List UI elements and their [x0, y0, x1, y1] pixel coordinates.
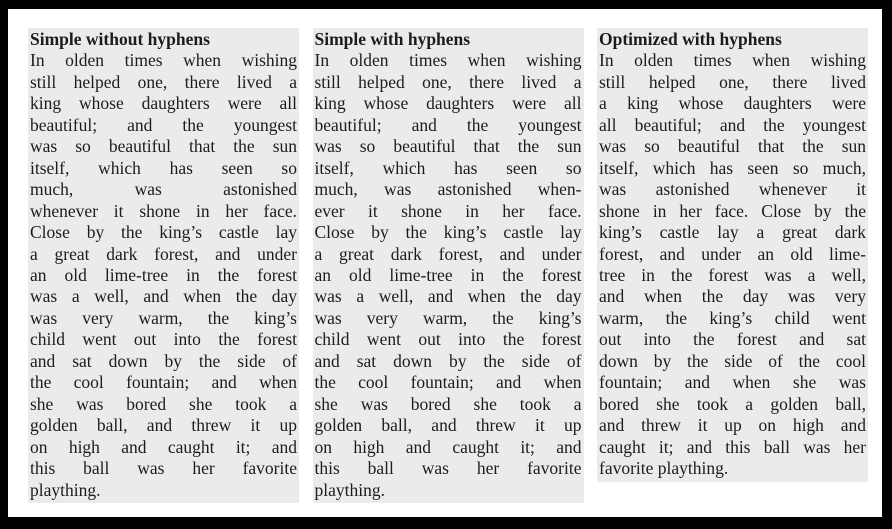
text-line: king whose daughters were all — [30, 93, 297, 114]
column-heading: Simple with hyphens — [314, 29, 471, 49]
text-line: and sat down by the side of — [314, 350, 582, 371]
text-line: child went out into the forest — [30, 329, 297, 350]
text-line: whenever it shone in her face. — [30, 200, 297, 221]
text-line: out into the forest and sat — [599, 329, 866, 350]
text-line: tree in the forest was a well, — [599, 264, 866, 285]
text-line: an old lime-tree in the forest — [314, 264, 582, 285]
text-line: king’s castle lay a great dark — [599, 222, 866, 243]
text-line: and threw it up on high and — [599, 415, 866, 436]
text-line: was a well, and when the day — [30, 286, 297, 307]
column-heading: Optimized with hyphens — [599, 29, 782, 49]
text-line: plaything. — [314, 479, 385, 500]
text-line: favorite plaything. — [599, 458, 729, 479]
text-line: child went out into the forest — [314, 329, 582, 350]
text-line: an old lime-tree in the forest — [30, 264, 297, 285]
text-line: was so beautiful that the sun — [314, 136, 582, 157]
text-line: down by the side of the cool — [599, 350, 866, 371]
text-line: and when the day was very — [599, 286, 866, 307]
text-line: Close by the king’s castle lay — [314, 222, 582, 243]
text-line: In olden times when wishing — [30, 50, 297, 71]
text-line: king whose daughters were all — [314, 93, 582, 114]
text-line: golden ball, and threw it up — [30, 415, 297, 436]
text-line: was so beautiful that the sun — [30, 136, 297, 157]
text-line: all beautiful; and the youngest — [599, 114, 866, 135]
text-line: on high and caught it; and — [30, 436, 297, 457]
text-line: a king whose daughters were — [599, 93, 866, 114]
text-line: was astonished whenever it — [599, 179, 866, 200]
column-optimized-with-hyphens — [597, 28, 868, 482]
text-line: bored she took a golden ball, — [599, 393, 866, 414]
text-line: she was bored she took a — [314, 393, 582, 414]
text-line: and sat down by the side of — [30, 350, 297, 371]
text-line: In olden times when wishing — [314, 50, 582, 71]
text-line: was a well, and when the day — [314, 286, 582, 307]
paragraph-simple-without-hyphens — [30, 50, 297, 501]
text-line: itself, which has seen so much, — [599, 157, 866, 178]
column-simple-with-hyphens — [313, 28, 584, 503]
text-line: was so beautiful that the sun — [599, 136, 866, 157]
text-line: caught it; and this ball was her — [599, 436, 866, 457]
text-line: shone in her face. Close by the — [599, 200, 866, 221]
paragraph-optimized-with-hyphens — [599, 50, 866, 479]
text-line: still helped one, there lived a — [30, 71, 297, 92]
text-line: on high and caught it; and — [314, 436, 582, 457]
text-line: still helped one, there lived — [599, 71, 866, 92]
text-line: much, was astonished — [30, 179, 297, 200]
text-line: ever it shone in her face. — [314, 200, 582, 221]
paragraph-simple-with-hyphens — [315, 50, 582, 501]
text-line: beautiful; and the youngest — [314, 114, 582, 135]
text-line: the cool fountain; and when — [314, 372, 582, 393]
text-line: much, was astonished when- — [314, 179, 582, 200]
text-line: this ball was her favorite — [30, 458, 297, 479]
text-line: In olden times when wishing — [599, 50, 866, 71]
text-line: beautiful; and the youngest — [30, 114, 297, 135]
text-line: itself, which has seen so — [30, 157, 297, 178]
column-simple-without-hyphens — [28, 28, 299, 503]
text-line: a great dark forest, and under — [314, 243, 582, 264]
text-line: golden ball, and threw it up — [314, 415, 582, 436]
text-line: was very warm, the king’s — [30, 307, 297, 328]
text-line: she was bored she took a — [30, 393, 297, 414]
text-line: a great dark forest, and under — [30, 243, 297, 264]
text-line: itself, which has seen so — [314, 157, 582, 178]
text-line: fountain; and when she was — [599, 372, 866, 393]
text-line: was very warm, the king’s — [314, 307, 582, 328]
text-line: plaything. — [30, 479, 101, 500]
text-line: the cool fountain; and when — [30, 372, 297, 393]
text-line: still helped one, there lived a — [314, 71, 582, 92]
column-heading: Simple without hyphens — [30, 29, 210, 49]
text-line: warm, the king’s child went — [599, 307, 866, 328]
text-line: Close by the king’s castle lay — [30, 222, 297, 243]
text-line: forest, and under an old lime- — [599, 243, 866, 264]
text-line: this ball was her favorite — [314, 458, 582, 479]
